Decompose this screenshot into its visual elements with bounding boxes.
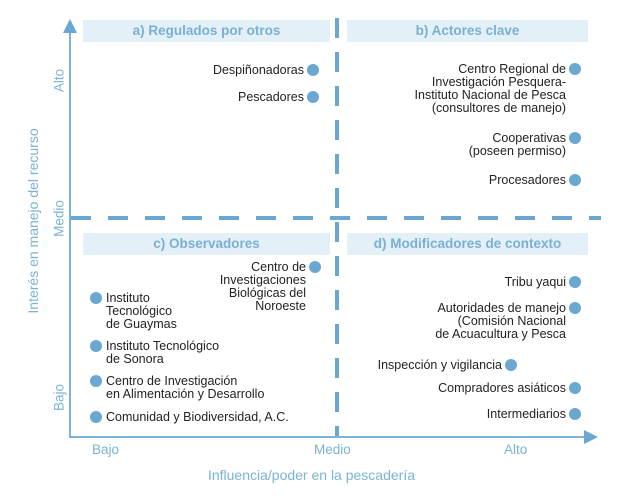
- quadrant-a-header: a) Regulados por otros: [83, 20, 330, 42]
- y-tick-alto: Alto: [51, 68, 67, 93]
- dot-icon: [569, 302, 581, 314]
- dot-icon: [569, 63, 581, 75]
- item-label: Inspección y vigilancia: [377, 358, 502, 372]
- x-axis-arrow-icon: [584, 430, 598, 444]
- item-label: Autoridades de manejo (Comisión Nacional de Acuacultura y Pesca: [435, 301, 566, 341]
- stakeholder-item: [220, 261, 321, 313]
- item-label: Despiñonadoras: [212, 63, 304, 77]
- stakeholder-item: [90, 375, 264, 401]
- stakeholder-item: [469, 132, 581, 158]
- item-label: Instituto Tecnológico de Guaymas: [106, 291, 177, 331]
- vertical-divider: [335, 18, 339, 438]
- dot-icon: [569, 382, 581, 394]
- quadrant-b-header: b) Actores clave: [347, 20, 588, 42]
- item-label: Centro de Investigaciones Biológicas del Noroeste: [219, 260, 306, 313]
- dot-icon: [90, 411, 102, 423]
- item-label: Pescadores: [237, 90, 304, 104]
- dot-icon: [90, 375, 102, 387]
- dot-icon: [309, 261, 321, 273]
- x-axis: [70, 436, 585, 438]
- item-label: Intermediarios: [486, 407, 566, 421]
- y-tick-medio: Medio: [51, 200, 67, 237]
- dot-icon: [90, 292, 102, 304]
- x-tick-bajo: Bajo: [92, 442, 120, 457]
- stakeholder-item: [213, 64, 319, 77]
- dot-icon: [307, 91, 319, 103]
- stakeholder-item: [489, 174, 581, 187]
- dot-icon: [569, 408, 581, 420]
- stakeholder-item: [438, 382, 581, 395]
- stakeholder-item: [90, 340, 219, 366]
- dot-icon: [569, 174, 581, 186]
- item-label: Procesadores: [488, 173, 566, 187]
- y-axis: [69, 30, 71, 438]
- dot-icon: [569, 276, 581, 288]
- horizontal-divider: [71, 216, 601, 220]
- item-label: Centro de Investigación en Alimentación y Desarrollo: [106, 374, 265, 401]
- dot-icon: [307, 64, 319, 76]
- stakeholder-item: [415, 63, 581, 115]
- x-axis-label: Influencia/poder en la pescadería: [207, 467, 416, 483]
- stakeholder-item: [487, 408, 581, 421]
- quadrant-c-header: c) Observadores: [83, 233, 330, 255]
- stakeholder-item: [90, 292, 177, 331]
- stakeholder-item: [378, 359, 517, 372]
- y-axis-arrow-icon: [63, 19, 77, 33]
- stakeholder-item: [505, 276, 581, 289]
- y-axis-label: Interés en manejo del recurso: [25, 128, 41, 314]
- stakeholder-item: [435, 302, 581, 341]
- stakeholder-item: [90, 411, 289, 424]
- dot-icon: [569, 132, 581, 144]
- item-label: Tribu yaqui: [504, 275, 566, 289]
- y-tick-bajo: Bajo: [51, 383, 67, 412]
- item-label: Compradores asiáticos: [438, 381, 566, 395]
- stakeholder-item: [238, 91, 319, 104]
- x-tick-medio: Medio: [314, 442, 351, 457]
- item-label: Instituto Tecnológico de Sonora: [106, 339, 220, 366]
- item-label: Cooperativas (poseen permiso): [468, 131, 566, 158]
- dot-icon: [90, 340, 102, 352]
- item-label: Centro Regional de Investigación Pesquera- Instituto Nacional de Pesca (consultores de manejo): [414, 62, 566, 115]
- dot-icon: [505, 359, 517, 371]
- item-label: Comunidad y Biodiversidad, A.C.: [106, 410, 289, 424]
- quadrant-d-header: d) Modificadores de contexto: [347, 233, 588, 255]
- x-tick-alto: Alto: [504, 442, 528, 457]
